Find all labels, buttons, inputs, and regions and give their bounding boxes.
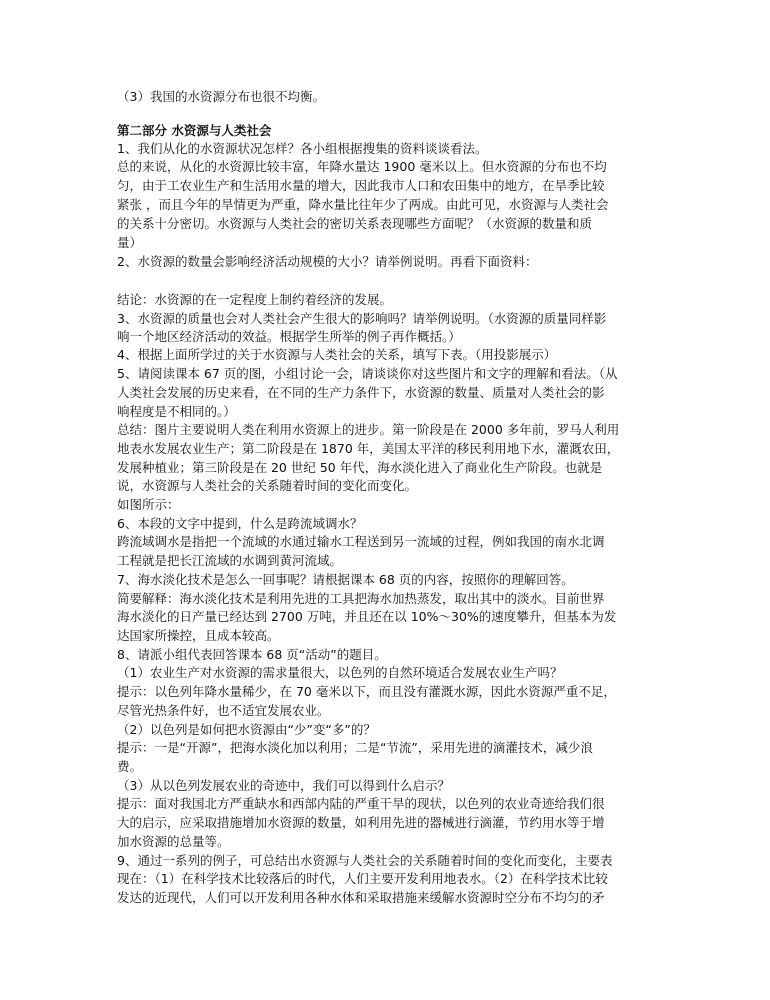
text-line: 提示：面对我国北方严重缺水和西部内陆的严重干旱的现状，以色列的农业奇迹给我们很 — [117, 796, 605, 811]
text-line: 紧张 ，而且今年的旱情更为严重，降水量比往年少了两成。由此可见，水资源与人类社会 — [117, 197, 609, 212]
text-line: 9、通过一系列的例子，可总结出水资源与人类社会的关系随着时间的变化而变化，主要表 — [117, 853, 613, 868]
text-line: 5、请阅读课本 67 页的图，小组讨论一会，请谈谈你对这些图片和文字的理解和看法。（从 — [117, 366, 618, 381]
text-line: 响程度是不相同的。） — [117, 404, 236, 419]
text-line: 大的启示，应采取措施增加水资源的数量，如利用先进的器械进行滴灌，节约用水等于增 — [117, 815, 605, 830]
text-line: 响一个地区经济活动的效益。根据学生所举的例子再作概括。） — [117, 329, 461, 344]
text-line: 提示：以色列年降水量稀少，在 70 毫米以下，而且没有灌溉水源，因此水资源严重不足， — [117, 684, 616, 699]
text-line: 4、根据上面所学过的关于水资源与人类社会的关系，填写下表。（用投影展示） — [117, 347, 557, 362]
text-line: 跨流域调水是指把一个流域的水通过输水工程送到另一流域的过程，例如我国的南水北调 — [117, 534, 605, 549]
text-line: 达国家所操控，且成本较高。 — [117, 628, 280, 643]
text-line: （2）以色列是如何把水资源由“少”变“多”的？ — [117, 722, 376, 737]
text-line: 1、我们从化的水资源状况怎样？各小组根据搜集的资料谈谈看法。 — [117, 141, 488, 156]
text-line: 费。 — [117, 759, 143, 774]
text-line: 提示：一是“开源”，把海水淡化加以利用；二是“节流”，采用先进的滴灌技术，减少浪 — [117, 740, 593, 755]
text-line: 海水淡化的日产量已经达到 2700 万吨，并且还在以 10%～30%的速度攀升，但基本为发 — [117, 609, 617, 624]
text-line: 结论：水资源的在一定程度上制约着经济的发展。 — [117, 292, 393, 307]
text-line: 匀，由于工农业生产和生活用水量的增大，因此我市人口和农田集中的地方，在旱季比较 — [117, 178, 605, 193]
text-line: 量） — [117, 235, 143, 250]
text-line: （1）农业生产对水资源的需求量很大，以色列的自然环境适合发展农业生产吗？ — [117, 665, 563, 680]
text-line: （3）我国的水资源分布也很不均衡。 — [117, 89, 325, 104]
text-line: 总的来说，从化的水资源比较丰富，年降水量达 1900 毫米以上。但水资源的分布也不均 — [117, 159, 607, 174]
text-line: 加水资源的总量等。 — [117, 834, 230, 849]
text-line: 发展种植业；第三阶段是在 20 世纪 50 年代，海水淡化进入了商业化生产阶段。也就是 — [117, 460, 603, 475]
section-heading: 第二部分 水资源与人类社会 — [117, 123, 272, 138]
text-line: 2、水资源的数量会影响经济活动规模的大小？请举例说明。再看下面资料： — [117, 254, 538, 269]
text-line: 6、本段的文字中提到，什么是跨流域调水？ — [117, 516, 363, 531]
text-line: 7、海水淡化技术是怎么一回事呢？请根据课本 68 页的内容，按照你的理解回答。 — [117, 572, 574, 587]
text-line: 尽管光热条件好，也不适宜发展农业。 — [117, 703, 330, 718]
text-line: 的关系十分密切。水资源与人类社会的密切关系表现哪些方面呢？（水资源的数量和质 — [117, 216, 593, 231]
text-line: （3）从以色列发展农业的奇迹中，我们可以得到什么启示？ — [117, 778, 450, 793]
text-line: 8、请派小组代表回答课本 68 页“活动”的题目。 — [117, 647, 387, 662]
text-line: 人类社会发展的历史来看，在不同的生产力条件下，水资源的数量、质量对人类社会的影 — [117, 385, 605, 400]
text-line: 说，水资源与人类社会的关系随着时间的变化而变化。 — [117, 478, 418, 493]
text-line: 总结：图片主要说明人类在利用水资源上的进步。第一阶段是在 2000 多年前，罗马人利用 — [117, 422, 620, 437]
text-line: 如图所示： — [117, 497, 180, 512]
text-line: 工程就是把长江流域的水调到黄河流域。 — [117, 553, 343, 568]
text-line: 简要解释：海水淡化技术是利用先进的工具把海水加热蒸发，取出其中的淡水。目前世界 — [117, 591, 605, 606]
text-line: 地表水发展农业生产；第二阶段是在 1870 年，美国太平洋的移民利用地下水，灌溉农田， — [117, 441, 620, 456]
text-line: 发达的近现代，人们可以开发利用各种水体和采取措施来缓解水资源时空分布不均匀的矛 — [117, 890, 605, 905]
text-line: 现在：（1）在科学技术比较落后的时代，人们主要开发利用地表水。（2）在科学技术比较 — [117, 871, 608, 886]
text-line: 3、水资源的质量也会对人类社会产生很大的影响吗？请举例说明。（水资源的质量同样影 — [117, 311, 607, 326]
